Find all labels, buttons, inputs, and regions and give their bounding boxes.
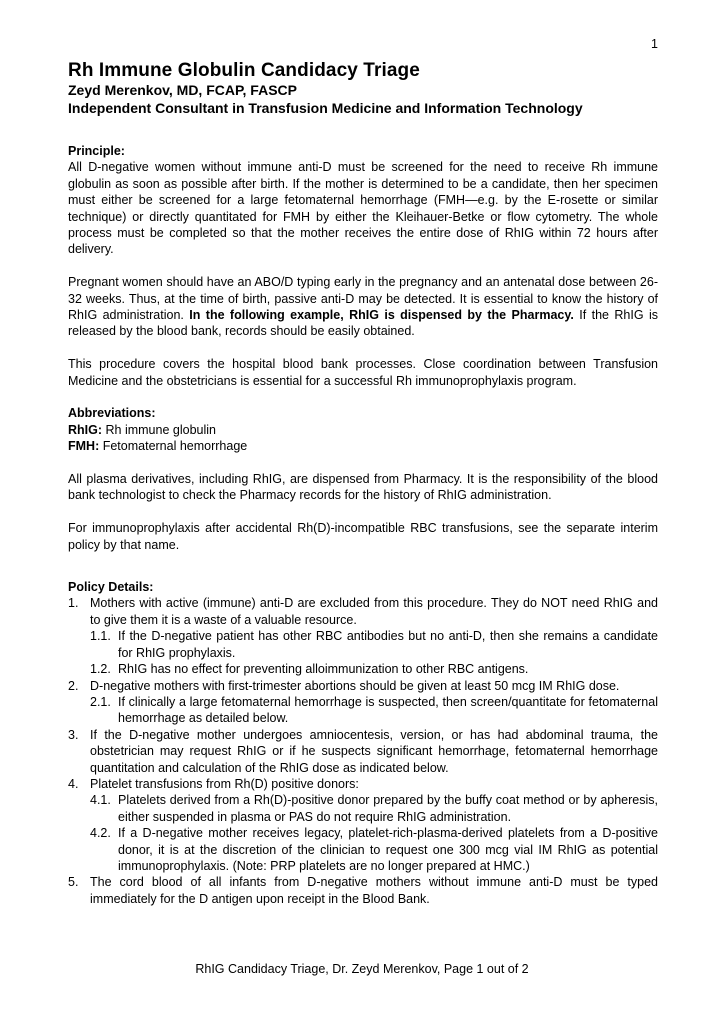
policy-item-text: Platelet transfusions from Rh(D) positive donors:: [90, 776, 359, 791]
policy-item-number: 5.: [68, 875, 79, 890]
policy-subitem-4-2: [90, 825, 658, 874]
policy-item-text: D-negative mothers with first-trimester abortions should be given at least 50 mcg IM RhIG dose.: [90, 678, 620, 693]
policy-item-1: [68, 595, 658, 677]
document-title: Rh Immune Globulin Candidacy Triage: [68, 60, 420, 81]
policy-item-number: 4.: [68, 776, 79, 791]
antenatal-text-end: If the RhIG is released by the blood bank, records should be easily obtained.: [68, 308, 658, 339]
policy-item-5: [68, 874, 658, 907]
policy-subitem-number: 1.1.: [90, 629, 111, 644]
principle-paragraph: All D-negative women without immune anti-D must be screened for the need to receive Rh immune globulin as soon as possible after birth. If the mother is determined to be a candidate, then her specimen must either be screened for a large fetomaternal hemorrhage (FMH—e.g. by the E-rosette or similar technique) or directly quantitated for FMH by either the Kleihauer-Betke or flow cytometry. The whole process must be completed so that the mother receives the entire dose of RhIG within 72 hours after delivery.: [68, 160, 658, 257]
procedure-paragraph: This procedure covers the hospital blood bank processes. Close coordination between Transfusion Medicine and the obstetricians is essential for a successful Rh immunoprophylaxis program.: [68, 357, 658, 388]
policy-item-text: The cord blood of all infants from D-negative mothers without immune anti-D must be typed immediately for the D antigen upon receipt in the Blood Bank.: [90, 875, 658, 906]
policy-item-4: [68, 776, 658, 874]
abbreviations-heading: Abbreviations:: [68, 406, 156, 421]
abbreviation-definition: Rh immune globulin: [102, 422, 216, 437]
abbreviation-term: RhIG:: [68, 422, 103, 437]
policy-list: [68, 595, 658, 907]
policy-item-text: If the D-negative mother undergoes amniocentesis, version, or has had abdominal trauma, the obstetrician may request RhIG or if he suspects significant hemorrhage, fetomaternal hemorrhage quantitation and calculation of the RhIG dose as indicated below.: [90, 727, 658, 775]
policy-subitem-text: If clinically a large fetomaternal hemorrhage is suspected, then screen/quantitate for fetomaternal hemorrhage as detailed below.: [118, 694, 658, 726]
document-author: Zeyd Merenkov, MD, FCAP, FASCP: [68, 82, 297, 98]
policy-subitem-number: 1.2.: [90, 662, 111, 677]
abbreviation-definition: Fetomaternal hemorrhage: [99, 439, 248, 454]
policy-item-3: [68, 727, 658, 776]
principle-heading: Principle:: [68, 144, 125, 158]
antenatal-text-start: Pregnant women should have an ABO/D typing early in the pregnancy and an antenatal dose between 26-32 weeks. Thus, at the time of birth, passive anti-D may be detected. It is essential to know the history of RhIG administration.: [68, 275, 658, 323]
page-footer: RhIG Candidacy Triage, Dr. Zeyd Merenkov, Page 1 out of 2: [195, 962, 529, 976]
policy-details-heading: Policy Details:: [68, 580, 154, 595]
policy-subitem-text: If a D-negative mother receives legacy, platelet-rich-plasma-derived platelets from a D-positive donor, it is at the discretion of the clinician to request one 300 mcg vial IM RhIG as potential immunoprophylaxis. (Note: PRP platelets are no longer prepared at HMC.): [118, 826, 658, 873]
policy-subitem-number: 2.1.: [90, 694, 111, 709]
policy-subitem-2-1: [90, 694, 658, 727]
policy-subitem-number: 4.2.: [90, 826, 111, 841]
policy-item-2: [68, 678, 658, 727]
antenatal-paragraph: [68, 274, 658, 340]
policy-subitem-4-1: [90, 792, 658, 825]
antenatal-text-bold: In the following example, RhIG is dispensed by the Pharmacy.: [189, 308, 574, 323]
policy-item-text: Mothers with active (immune) anti-D are excluded from this procedure. They do NOT need RhIG and to give them it is a waste of a valuable resource.: [90, 596, 658, 627]
policy-subitem-text: If the D-negative patient has other RBC antibodies but no anti-D, then she remains a candidate for RhIG prophylaxis.: [118, 629, 658, 660]
abbreviation-term: FMH:: [68, 439, 100, 454]
document-author-role: Independent Consultant in Transfusion Medicine and Information Technology: [68, 99, 583, 116]
policy-subitem-text: RhIG has no effect for preventing alloimmunization to other RBC antigens.: [118, 662, 529, 677]
page-number: 1: [651, 37, 658, 51]
policy-item-number: 1.: [68, 596, 79, 611]
immunoprophylaxis-paragraph: For immunoprophylaxis after accidental Rh(D)-incompatible RBC transfusions, see the separate interim policy by that name.: [68, 521, 658, 552]
policy-subitem-1-2: [90, 661, 658, 677]
policy-item-number: 2.: [68, 678, 79, 693]
policy-subitem-number: 4.1.: [90, 793, 111, 808]
policy-item-number: 3.: [68, 727, 79, 742]
policy-subitem-text: Platelets derived from a Rh(D)-positive donor prepared by the buffy coat method or by apheresis, either suspended in plasma or PAS do not require RhIG administration.: [118, 793, 658, 824]
abbreviation-item: [68, 422, 658, 438]
policy-subitem-1-1: [90, 628, 658, 661]
abbreviation-item: [68, 438, 658, 454]
plasma-paragraph: All plasma derivatives, including RhIG, are dispensed from Pharmacy. It is the responsibility of the blood bank technologist to check the Pharmacy records for the history of RhIG administration.: [68, 472, 658, 503]
